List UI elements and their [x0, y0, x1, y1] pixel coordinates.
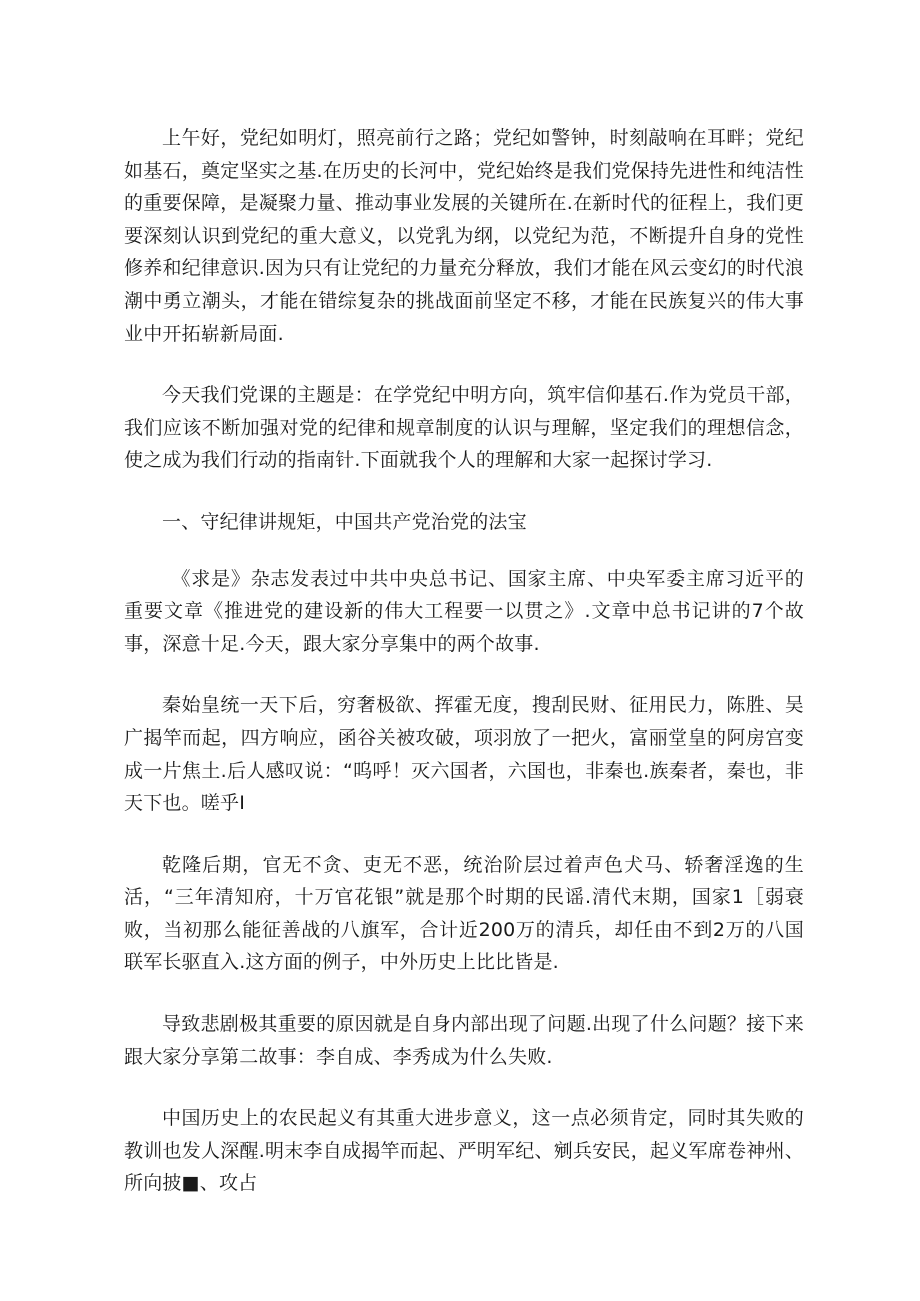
document-body [124, 122, 804, 1229]
section-heading: 一、守纪律讲规矩，中国共产党治党的法宝 [162, 510, 527, 533]
paragraph-qiushi: 《求是》杂志发表过中共中央总书记、国家主席、中央军委主席习近平的重要文章《推进党的建设新的伟大工程要一以贯之》.文章中总书记讲的7个故事，深意十足.今天，跟大家分享集中的两个故事. [124, 567, 804, 655]
paragraph-peasant: 中国历史上的农民起义有其重大进步意义，这一点必须肯定，同时其失败的教训也发人深醒.明末李自成揭竿而起、严明军纪、剜兵安民，起义军席卷神州、所向披■、攻占 [124, 1107, 804, 1195]
paragraph-opening: 上午好，党纪如明灯，照亮前行之路；党纪如警钟，时刻敲响在耳畔；党纪如基石，奠定坚实之基.在历史的长河中，党纪始终是我们党保持先进性和纯洁性的重要保障，是凝聚力量、推动事业发展的关键所在.在新时代的征程上，我们更要深刻认识到党纪的重大意义，以党乳为纲，以党纪为范，不断提升自身的党性修养和纪律意识.因为只有让党纪的力量充分释放，我们才能在风云变幻的时代浪潮中勇立潮头，才能在错综复杂的挑战面前坚定不移，才能在民族复兴的伟大事业中开拓崭新局面. [124, 127, 804, 345]
paragraph-qianlong: 乾隆后期，官无不贪、吏无不恶，统治阶层过着声色犬马、轿奢淫逸的生活，“三年清知府，十万官花银”就是那个时期的民谣.清代末期，国家1［弱衰败，当初那么能征善战的八旗军，合计近200万的清兵，却任由不到2万的八国联军长驱直入.这方面的例子，中外历史上比比皆是. [124, 853, 804, 974]
paragraph-qin: 秦始皇统一天下后，穷奢极欲、挥霍无度，搜刮民财、征用民力，陈胜、吴广揭竿而起，四方响应，函谷关被攻破，项羽放了一把火，富丽堂皇的阿房宫变成一片焦土.后人感叹说：“呜呼！灭六国者，六国也，非秦也.族秦者，秦也，非天下也。嗟乎I [124, 694, 804, 815]
paragraph-cause: 导致悲剧极其重要的原因就是自身内部出现了问题.出现了什么问题？接下来跟大家分享第二故事：李自成、李秀成为什么失败. [124, 1013, 804, 1068]
paragraph-theme: 今天我们党课的主题是：在学党纪中明方向，筑牢信仰基石.作为党员干部，我们应该不断加强对党的纪律和规章制度的认识与理解，坚定我们的理想信念，使之成为我们行动的指南针.下面就我个人的理解和大家一起探讨学习. [124, 384, 804, 472]
